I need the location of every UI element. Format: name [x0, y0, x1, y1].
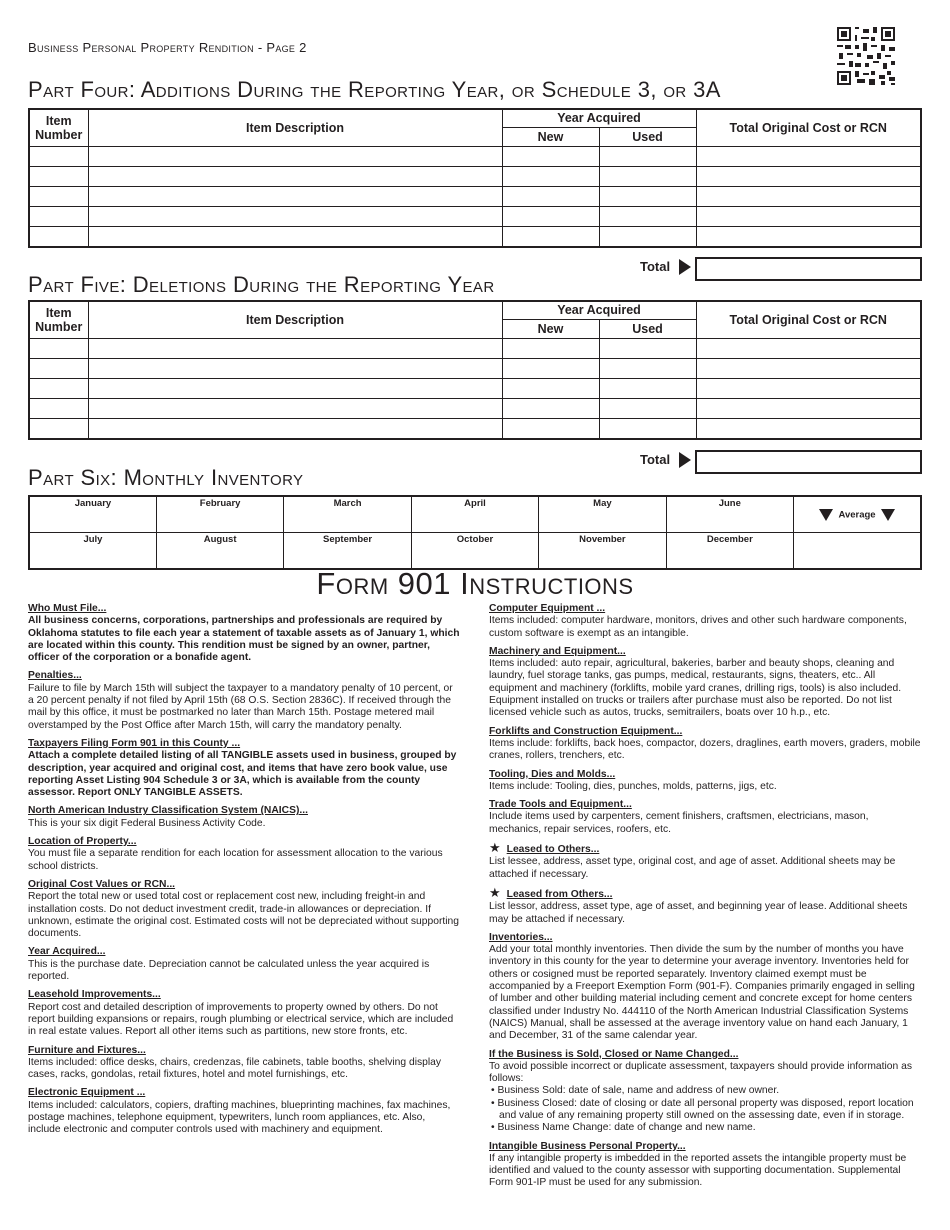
deletions-table	[28, 300, 922, 440]
section-body: Report the total new or used total cost or replacement cost new, including freight-in and installation costs. Do not deduct investment credit, trade-in allowances or depreciation. If unknown, estimate the original cost. Estimated costs will not be depreciated without supporting documents.	[28, 891, 459, 940]
table-row	[29, 378, 921, 398]
instructions-right-column	[489, 603, 921, 1196]
used-header: Used	[599, 319, 696, 338]
total-cost-cell[interactable]	[696, 418, 921, 439]
instruction-section	[489, 646, 921, 720]
table-row	[29, 146, 921, 166]
section-body: List lessee, address, asset type, original cost, and age of asset. Additional sheets may be attached if necessary.	[489, 856, 896, 880]
section-heading: If the Business is Sold, Closed or Name Changed...	[489, 1048, 739, 1060]
item-description-cell[interactable]	[88, 378, 502, 398]
section-heading: Original Cost Values or RCN...	[28, 878, 176, 890]
instructions-left-column	[28, 603, 460, 1143]
instruction-section	[489, 769, 921, 794]
total-cost-header: Total Original Cost or RCN	[696, 301, 921, 338]
instruction-section	[489, 932, 921, 1043]
instruction-section	[28, 879, 460, 940]
new-header: New	[502, 127, 599, 146]
part-five-total-field[interactable]	[695, 450, 922, 474]
section-heading: Penalties...	[28, 670, 82, 682]
star-icon: ★	[489, 840, 501, 856]
item-number-cell[interactable]	[29, 206, 88, 226]
section-heading: Tooling, Dies and Molds...	[489, 768, 616, 780]
month-cell[interactable]: February	[156, 496, 283, 533]
month-cell[interactable]: June	[666, 496, 793, 533]
item-description-cell[interactable]	[88, 418, 502, 439]
star-icon: ★	[489, 884, 501, 900]
table-row	[29, 166, 921, 186]
section-heading: Intangible Business Personal Property...	[489, 1140, 686, 1152]
used-cell[interactable]	[599, 418, 696, 439]
used-cell[interactable]	[599, 358, 696, 378]
section-body: Items included: auto repair, agricultural, bakeries, barber and beauty shops, cleaning and laundry, fuel storage tanks, gas pumps, medical, restaurants, signs, theaters, etc.. All equipment and machinery (forklifts, mobile yard cranes, drilling rigs, tools) is also included. Equipment installed on trucks or trailers after purchase must also be reported. Do not list licensed vehicle such as autos, trucks, semitrailers, boats over 10 h.p., etc.	[489, 658, 902, 719]
new-cell[interactable]	[502, 398, 599, 418]
total-cost-cell[interactable]	[696, 186, 921, 206]
month-cell[interactable]: August	[156, 533, 283, 570]
total-cost-header: Total Original Cost or RCN	[696, 109, 921, 146]
table-row	[29, 338, 921, 358]
section-body: Items included: office desks, chairs, credenzas, file cabinets, table booths, shelving display cases, racks, gondolas, retail fixtures, hotel and motel furnishings, etc.	[28, 1056, 442, 1081]
section-body: All business concerns, corporations, partnerships and professionals are required by Oklahoma statutes to file each year a statement of taxable assets as of January 1, which are located within this county. This rendition must be signed by an owner, partner, officer of the corporation or a bonafide agent.	[28, 615, 460, 664]
item-description-cell[interactable]	[88, 398, 502, 418]
list-item: • Business Closed: date of closing or date all personal property was disposed, report location and value of any remaining property still owned on the assessing date, even if in storage.	[491, 1097, 914, 1121]
month-cell[interactable]: November	[539, 533, 666, 570]
table-row	[29, 206, 921, 226]
instruction-section	[489, 726, 921, 763]
part-five-total	[640, 451, 691, 469]
new-cell[interactable]	[502, 378, 599, 398]
item-description-cell[interactable]	[88, 338, 502, 358]
month-cell[interactable]: March	[284, 496, 411, 533]
used-cell[interactable]	[599, 186, 696, 206]
section-body: Add your total monthly inventories. Then divide the sum by the number of months you have inventory in this county for the year to determine your average inventory. Inventories held for others or cosigned must be reported separately. Inventory claimed exempt must be accompanied by a Freeport Exemption Form (901-F). Companies primarily engaged in selling of lumber and other building material including cement and concrete except for home centers classified under Industry No. 444110 of the North American Industrial Classification Systems (NAICS) Manual, shall be assessed at the average inventory value on hand each January, 1 and December, 31 of the same calendar year.	[489, 944, 915, 1042]
instruction-section	[28, 946, 460, 983]
instruction-section	[28, 989, 460, 1038]
item-number-cell[interactable]	[29, 418, 88, 439]
item-description-cell[interactable]	[88, 166, 502, 186]
item-number-cell[interactable]	[29, 226, 88, 247]
item-number-header: Item Number	[29, 301, 88, 338]
instruction-section	[28, 805, 460, 830]
instructions-title: Form 901 Instructions	[316, 566, 634, 601]
new-cell[interactable]	[502, 206, 599, 226]
section-body: Failure to file by March 15th will subject the taxpayer to a mandatory penalty of 10 percent, or a 20 percent penalty if not filed by April 15th (68 O.S. Section 2836C). If received through the mail by this office, it must be postmarked no later than March 15th. Postage metered mail overstamped by the Post Office after March 15th, will carry the mandatory penalty.	[28, 682, 453, 731]
item-number-cell[interactable]	[29, 166, 88, 186]
total-cost-cell[interactable]	[696, 146, 921, 166]
average-field[interactable]	[794, 533, 921, 570]
section-heading: Electronic Equipment ...	[28, 1087, 146, 1099]
section-body: This is your six digit Federal Business Activity Code.	[28, 817, 266, 829]
part-six-title: Part Six: Monthly Inventory	[28, 465, 304, 490]
item-number-cell[interactable]	[29, 398, 88, 418]
instruction-section	[28, 603, 460, 664]
month-cell[interactable]: July	[29, 533, 156, 570]
table-row	[29, 418, 921, 439]
section-body: Include items used by carpenters, cement finishers, craftsmen, electricians, mason, mechanics, repair services, roofers, etc.	[489, 811, 869, 835]
new-header: New	[502, 319, 599, 338]
average-header	[794, 496, 921, 533]
item-description-cell[interactable]	[88, 206, 502, 226]
section-body: Report cost and detailed description of improvements to property owned by others. Do not report building expansions or repairs, rough plumbing or electrical service, which are included in real estate values. Report all other items such as partitions, new store fronts, etc.	[28, 1001, 454, 1038]
table-row	[29, 358, 921, 378]
item-description-header: Item Description	[88, 109, 502, 146]
instruction-section	[28, 738, 460, 799]
section-body: List lessor, address, asset type, age of asset, and beginning year of lease. Additional sheets may be attached if necessary.	[489, 901, 908, 925]
qr-code-icon	[837, 27, 895, 85]
arrow-right-icon	[679, 259, 691, 275]
section-heading: Inventories...	[489, 931, 553, 943]
item-number-cell[interactable]	[29, 378, 88, 398]
used-cell[interactable]	[599, 146, 696, 166]
part-five-title: Part Five: Deletions During the Reporting Year	[28, 272, 495, 297]
total-cost-cell[interactable]	[696, 338, 921, 358]
used-cell[interactable]	[599, 206, 696, 226]
new-cell[interactable]	[502, 418, 599, 439]
used-header: Used	[599, 127, 696, 146]
table-row	[29, 398, 921, 418]
list-item: • Business Sold: date of sale, name and address of new owner.	[491, 1085, 780, 1097]
part-four-total-field[interactable]	[695, 257, 922, 281]
section-heading: Taxpayers Filing Form 901 in this County ...	[28, 737, 241, 749]
part-four-title: Part Four: Additions During the Reporting Year, or Schedule 3, or 3A	[28, 77, 721, 102]
monthly-inventory-table	[28, 495, 922, 570]
new-cell[interactable]	[502, 338, 599, 358]
total-cost-cell[interactable]	[696, 226, 921, 247]
instruction-section	[489, 1049, 921, 1135]
used-cell[interactable]	[599, 378, 696, 398]
month-cell[interactable]: October	[411, 533, 538, 570]
month-cell[interactable]: April	[411, 496, 538, 533]
section-body: Items included: computer hardware, monitors, drives and other such hardware components, custom software is exempt as an intangible.	[489, 615, 907, 639]
instruction-section	[28, 1087, 460, 1136]
instruction-section	[28, 836, 460, 873]
total-label: Total	[640, 452, 671, 467]
month-cell[interactable]: January	[29, 496, 156, 533]
month-cell[interactable]: May	[539, 496, 666, 533]
total-label: Total	[640, 259, 671, 274]
new-cell[interactable]	[502, 226, 599, 247]
section-heading: Location of Property...	[28, 836, 137, 848]
new-cell[interactable]	[502, 166, 599, 186]
section-heading: Who Must File...	[28, 603, 107, 614]
section-heading: Forklifts and Construction Equipment...	[489, 725, 683, 737]
total-cost-cell[interactable]	[696, 166, 921, 186]
arrow-right-icon	[679, 452, 691, 468]
page-header-title: Business Personal Property Rendition - Page 2	[28, 40, 307, 55]
year-acquired-header: Year Acquired	[502, 109, 696, 127]
section-heading: Leased to Others...	[506, 844, 600, 856]
instruction-section	[489, 842, 921, 881]
section-heading: Furniture and Fixtures...	[28, 1044, 146, 1056]
total-cost-cell[interactable]	[696, 398, 921, 418]
used-cell[interactable]	[599, 398, 696, 418]
section-body: Items include: Tooling, dies, punches, molds, patterns, jigs, etc.	[489, 780, 777, 792]
triangle-down-icon	[881, 509, 895, 521]
item-description-header: Item Description	[88, 301, 502, 338]
used-cell[interactable]	[599, 226, 696, 247]
table-row	[29, 226, 921, 247]
average-label: Average	[838, 509, 876, 521]
total-cost-cell[interactable]	[696, 358, 921, 378]
item-number-cell[interactable]	[29, 186, 88, 206]
instruction-section	[489, 799, 921, 836]
section-heading: North American Industry Classification System (NAICS)...	[28, 805, 308, 817]
item-number-cell[interactable]	[29, 146, 88, 166]
item-number-header: Item Number	[29, 109, 88, 146]
section-heading: Machinery and Equipment...	[489, 645, 626, 657]
total-cost-cell[interactable]	[696, 206, 921, 226]
list-item: • Business Name Change: date of change and new name.	[491, 1122, 756, 1134]
instruction-section	[489, 603, 921, 640]
section-heading: Leased from Others...	[506, 888, 613, 900]
new-cell[interactable]	[502, 358, 599, 378]
new-cell[interactable]	[502, 146, 599, 166]
section-body: Items include: forklifts, back hoes, compactor, dozers, draglines, earth movers, graders, mobile cranes, rollers, trenchers, etc.	[489, 737, 921, 762]
section-body: You must file a separate rendition for each location for assessment allocation to the various school districts.	[28, 848, 443, 872]
item-description-cell[interactable]	[88, 186, 502, 206]
instruction-section	[28, 670, 460, 731]
month-cell[interactable]: September	[284, 533, 411, 570]
item-description-cell[interactable]	[88, 146, 502, 166]
instruction-section	[28, 1045, 460, 1082]
year-acquired-header: Year Acquired	[502, 301, 696, 319]
total-cost-cell[interactable]	[696, 378, 921, 398]
section-heading: Trade Tools and Equipment...	[489, 799, 632, 811]
part-four-total	[640, 258, 691, 276]
instruction-section	[489, 884, 921, 926]
triangle-down-icon	[819, 509, 833, 521]
section-body: Items included: calculators, copiers, drafting machines, blueprinting machines, fax machines, postage machines, telephone equipment, typewriters, lunch room appliances, etc. Also, include electronic and computer controls used with machinery and equipment.	[28, 1099, 451, 1136]
item-number-cell[interactable]	[29, 338, 88, 358]
section-body: To avoid possible incorrect or duplicate assessment, taxpayers should provide information as follows:	[489, 1060, 912, 1085]
additions-table	[28, 108, 922, 248]
section-heading: Computer Equipment ...	[489, 603, 606, 614]
used-cell[interactable]	[599, 338, 696, 358]
month-cell[interactable]: December	[666, 533, 793, 570]
used-cell[interactable]	[599, 166, 696, 186]
section-body: If any intangible property is imbedded in the reported assets the intangible property must be identified and valued to the county assessor with supporting documentation. Supplemental Form 901-IP must be used for any submission.	[489, 1152, 907, 1189]
section-heading: Leasehold Improvements...	[28, 989, 161, 1001]
table-row	[29, 186, 921, 206]
section-heading: Year Acquired...	[28, 946, 106, 958]
item-number-cell[interactable]	[29, 358, 88, 378]
bullet-list	[489, 1085, 921, 1134]
section-body: This is the purchase date. Depreciation cannot be calculated unless the year acquired is reported.	[28, 958, 430, 983]
section-body: Attach a complete detailed listing of all TANGIBLE assets used in business, grouped by description, year acquired and original cost, and items that have zero book value, use reporting Asset Listing 904 Schedule 3 or 3A, which is available from the county assessor. Report ONLY TANGIBLE ASSETS.	[28, 750, 457, 799]
new-cell[interactable]	[502, 186, 599, 206]
item-description-cell[interactable]	[88, 226, 502, 247]
instruction-section	[489, 1141, 921, 1190]
item-description-cell[interactable]	[88, 358, 502, 378]
